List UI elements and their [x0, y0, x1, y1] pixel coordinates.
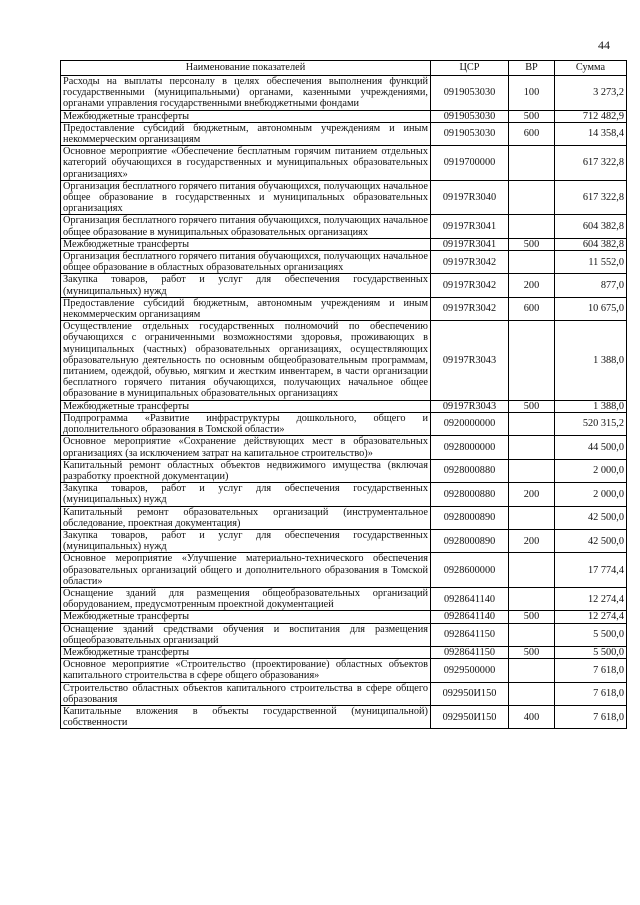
- row-name-cell: Предоставление субсидий бюджетным, автономным учреждениям и иным некоммерческим организациям: [61, 297, 431, 320]
- row-sum-cell: 520 315,2: [555, 412, 627, 435]
- row-csr-cell: 09197R3042: [431, 251, 509, 274]
- row-sum-cell: 7 618,0: [555, 705, 627, 728]
- table-row: [61, 400, 627, 412]
- row-sum-cell: 7 618,0: [555, 659, 627, 682]
- row-vr-cell: [509, 180, 555, 215]
- table-row: [61, 529, 627, 552]
- row-vr-cell: 500: [509, 238, 555, 250]
- row-sum-cell: 617 322,8: [555, 180, 627, 215]
- row-name-cell: Закупка товаров, работ и услуг для обеспечения государственных (муниципальных) нужд: [61, 529, 431, 552]
- page-number: 44: [598, 38, 610, 52]
- table-row: [61, 76, 627, 111]
- row-vr-cell: 100: [509, 76, 555, 111]
- row-name-cell: Капитальный ремонт образовательных организаций (инструментальное обследование, проектная документация): [61, 506, 431, 529]
- row-name-cell: Строительство областных объектов капитального строительства в сфере общего образования: [61, 682, 431, 705]
- row-vr-cell: 600: [509, 297, 555, 320]
- table-row: [61, 180, 627, 215]
- row-sum-cell: 2 000,0: [555, 459, 627, 482]
- row-name-cell: Предоставление субсидий бюджетным, автономным учреждениям и иным некоммерческим организациям: [61, 122, 431, 145]
- row-sum-cell: 617 322,8: [555, 146, 627, 181]
- row-vr-cell: 200: [509, 483, 555, 506]
- row-csr-cell: 0928000000: [431, 436, 509, 459]
- row-csr-cell: 09197R3042: [431, 274, 509, 297]
- row-name-cell: Межбюджетные трансферты: [61, 646, 431, 658]
- table-row: [61, 659, 627, 682]
- row-csr-cell: 0928641140: [431, 611, 509, 623]
- row-sum-cell: 604 382,8: [555, 215, 627, 238]
- row-vr-cell: [509, 587, 555, 610]
- row-vr-cell: 200: [509, 274, 555, 297]
- row-vr-cell: [509, 506, 555, 529]
- row-sum-cell: 712 482,9: [555, 110, 627, 122]
- budget-table: [60, 60, 627, 729]
- header-csr: ЦСР: [431, 61, 509, 76]
- row-csr-cell: 0928000890: [431, 506, 509, 529]
- table-row: [61, 412, 627, 435]
- row-csr-cell: 0928641150: [431, 623, 509, 646]
- table-row: [61, 587, 627, 610]
- row-csr-cell: 0919053030: [431, 122, 509, 145]
- row-vr-cell: [509, 553, 555, 588]
- row-sum-cell: 7 618,0: [555, 682, 627, 705]
- table-row: [61, 682, 627, 705]
- row-vr-cell: [509, 215, 555, 238]
- row-vr-cell: [509, 459, 555, 482]
- table-row: [61, 215, 627, 238]
- row-sum-cell: 42 500,0: [555, 506, 627, 529]
- row-csr-cell: 0928641140: [431, 587, 509, 610]
- row-vr-cell: [509, 251, 555, 274]
- row-csr-cell: 0919700000: [431, 146, 509, 181]
- row-sum-cell: 1 388,0: [555, 400, 627, 412]
- row-vr-cell: [509, 659, 555, 682]
- table-row: [61, 110, 627, 122]
- table-header-row: [61, 61, 627, 76]
- row-name-cell: Основное мероприятие «Сохранение действующих мест в образовательных организациях (за исключением затрат на капитальное строительство)»: [61, 436, 431, 459]
- table-row: [61, 297, 627, 320]
- table-row: [61, 506, 627, 529]
- row-sum-cell: 11 552,0: [555, 251, 627, 274]
- row-csr-cell: 09197R3040: [431, 180, 509, 215]
- row-vr-cell: 400: [509, 705, 555, 728]
- row-csr-cell: 092950И150: [431, 705, 509, 728]
- row-name-cell: Основное мероприятие «Строительство (проектирование) областных объектов капитального строительства в сфере общего образования»: [61, 659, 431, 682]
- header-name: Наименование показателей: [61, 61, 431, 76]
- row-csr-cell: 0928000880: [431, 459, 509, 482]
- row-sum-cell: 5 500,0: [555, 646, 627, 658]
- row-name-cell: Оснащение зданий средствами обучения и воспитания для размещения общеобразовательных организаций: [61, 623, 431, 646]
- row-name-cell: Капитальные вложения в объекты государственной (муниципальной) собственности: [61, 705, 431, 728]
- row-csr-cell: 0920000000: [431, 412, 509, 435]
- row-name-cell: Основное мероприятие «Улучшение материально-технического обеспечения образовательных организаций общего и дополнительного образования в Томской области»: [61, 553, 431, 588]
- row-name-cell: Организация бесплатного горячего питания обучающихся, получающих начальное общее образование в государственных и муниципальных образовательных организациях: [61, 180, 431, 215]
- header-vr: ВР: [509, 61, 555, 76]
- row-name-cell: Основное мероприятие «Обеспечение бесплатным горячим питанием отдельных категорий обучающихся в государственных и муниципальных образовательных организациях»: [61, 146, 431, 181]
- row-csr-cell: 09197R3043: [431, 321, 509, 400]
- row-sum-cell: 604 382,8: [555, 238, 627, 250]
- row-csr-cell: 0919053030: [431, 110, 509, 122]
- row-sum-cell: 10 675,0: [555, 297, 627, 320]
- row-vr-cell: 500: [509, 646, 555, 658]
- row-sum-cell: 12 274,4: [555, 611, 627, 623]
- row-name-cell: Осуществление отдельных государственных полномочий по обеспечению обучающихся с ограниченными возможностями здоровья, проживающих в муниципальных (частных) образовательных организациях, осуществляющих образовательную деятельность по основным общеобразовательным программам, питанием, одеждой, обувью, мягким и жестким инвентарем, в части организации бесплатного горячего питания обучающихся, получающих начальное общее образование в муниципальных образовательных организациях: [61, 321, 431, 400]
- row-csr-cell: 0928000880: [431, 483, 509, 506]
- row-name-cell: Организация бесплатного горячего питания обучающихся, получающих начальное общее образование в муниципальных образовательных организациях: [61, 215, 431, 238]
- table-row: [61, 274, 627, 297]
- table-row: [61, 623, 627, 646]
- row-sum-cell: 3 273,2: [555, 76, 627, 111]
- row-sum-cell: 2 000,0: [555, 483, 627, 506]
- table-row: [61, 251, 627, 274]
- row-name-cell: Межбюджетные трансферты: [61, 238, 431, 250]
- row-csr-cell: 092950И150: [431, 682, 509, 705]
- row-csr-cell: 09197R3043: [431, 400, 509, 412]
- row-sum-cell: 12 274,4: [555, 587, 627, 610]
- row-sum-cell: 44 500,0: [555, 436, 627, 459]
- row-vr-cell: 200: [509, 529, 555, 552]
- row-name-cell: Оснащение зданий для размещения общеобразовательных организаций оборудованием, предусмотренным проектной документацией: [61, 587, 431, 610]
- row-csr-cell: 0928600000: [431, 553, 509, 588]
- table-row: [61, 238, 627, 250]
- table-row: [61, 146, 627, 181]
- row-vr-cell: [509, 321, 555, 400]
- row-vr-cell: [509, 623, 555, 646]
- row-name-cell: Межбюджетные трансферты: [61, 400, 431, 412]
- table-row: [61, 553, 627, 588]
- table-row: [61, 459, 627, 482]
- row-vr-cell: 500: [509, 611, 555, 623]
- row-sum-cell: 877,0: [555, 274, 627, 297]
- row-csr-cell: 0928000890: [431, 529, 509, 552]
- row-vr-cell: [509, 682, 555, 705]
- row-vr-cell: 600: [509, 122, 555, 145]
- table-row: [61, 646, 627, 658]
- row-name-cell: Расходы на выплаты персоналу в целях обеспечения выполнения функций государственными (муниципальными) органами, казенными учреждениями, органами управления государственными внебюджетными фондами: [61, 76, 431, 111]
- table-row: [61, 122, 627, 145]
- row-csr-cell: 09197R3042: [431, 297, 509, 320]
- row-csr-cell: 09197R3041: [431, 238, 509, 250]
- row-csr-cell: 09197R3041: [431, 215, 509, 238]
- row-name-cell: Закупка товаров, работ и услуг для обеспечения государственных (муниципальных) нужд: [61, 483, 431, 506]
- row-name-cell: Организация бесплатного горячего питания обучающихся, получающих начальное общее образование в областных образовательных организациях: [61, 251, 431, 274]
- table-row: [61, 321, 627, 400]
- row-vr-cell: 500: [509, 400, 555, 412]
- row-name-cell: Межбюджетные трансферты: [61, 611, 431, 623]
- table-row: [61, 611, 627, 623]
- table-body: [61, 76, 627, 729]
- row-sum-cell: 1 388,0: [555, 321, 627, 400]
- row-name-cell: Капитальный ремонт областных объектов недвижимого имущества (включая разработку проектной документации): [61, 459, 431, 482]
- row-sum-cell: 14 358,4: [555, 122, 627, 145]
- table-row: [61, 436, 627, 459]
- row-vr-cell: [509, 412, 555, 435]
- row-csr-cell: 0919053030: [431, 76, 509, 111]
- row-vr-cell: [509, 436, 555, 459]
- row-vr-cell: [509, 146, 555, 181]
- table-row: [61, 483, 627, 506]
- table-row: [61, 705, 627, 728]
- row-sum-cell: 5 500,0: [555, 623, 627, 646]
- row-name-cell: Межбюджетные трансферты: [61, 110, 431, 122]
- header-sum: Сумма: [555, 61, 627, 76]
- row-name-cell: Закупка товаров, работ и услуг для обеспечения государственных (муниципальных) нужд: [61, 274, 431, 297]
- row-csr-cell: 0929500000: [431, 659, 509, 682]
- row-csr-cell: 0928641150: [431, 646, 509, 658]
- row-vr-cell: 500: [509, 110, 555, 122]
- row-sum-cell: 17 774,4: [555, 553, 627, 588]
- row-sum-cell: 42 500,0: [555, 529, 627, 552]
- row-name-cell: Подпрограмма «Развитие инфраструктуры дошкольного, общего и дополнительного образования в Томской области»: [61, 412, 431, 435]
